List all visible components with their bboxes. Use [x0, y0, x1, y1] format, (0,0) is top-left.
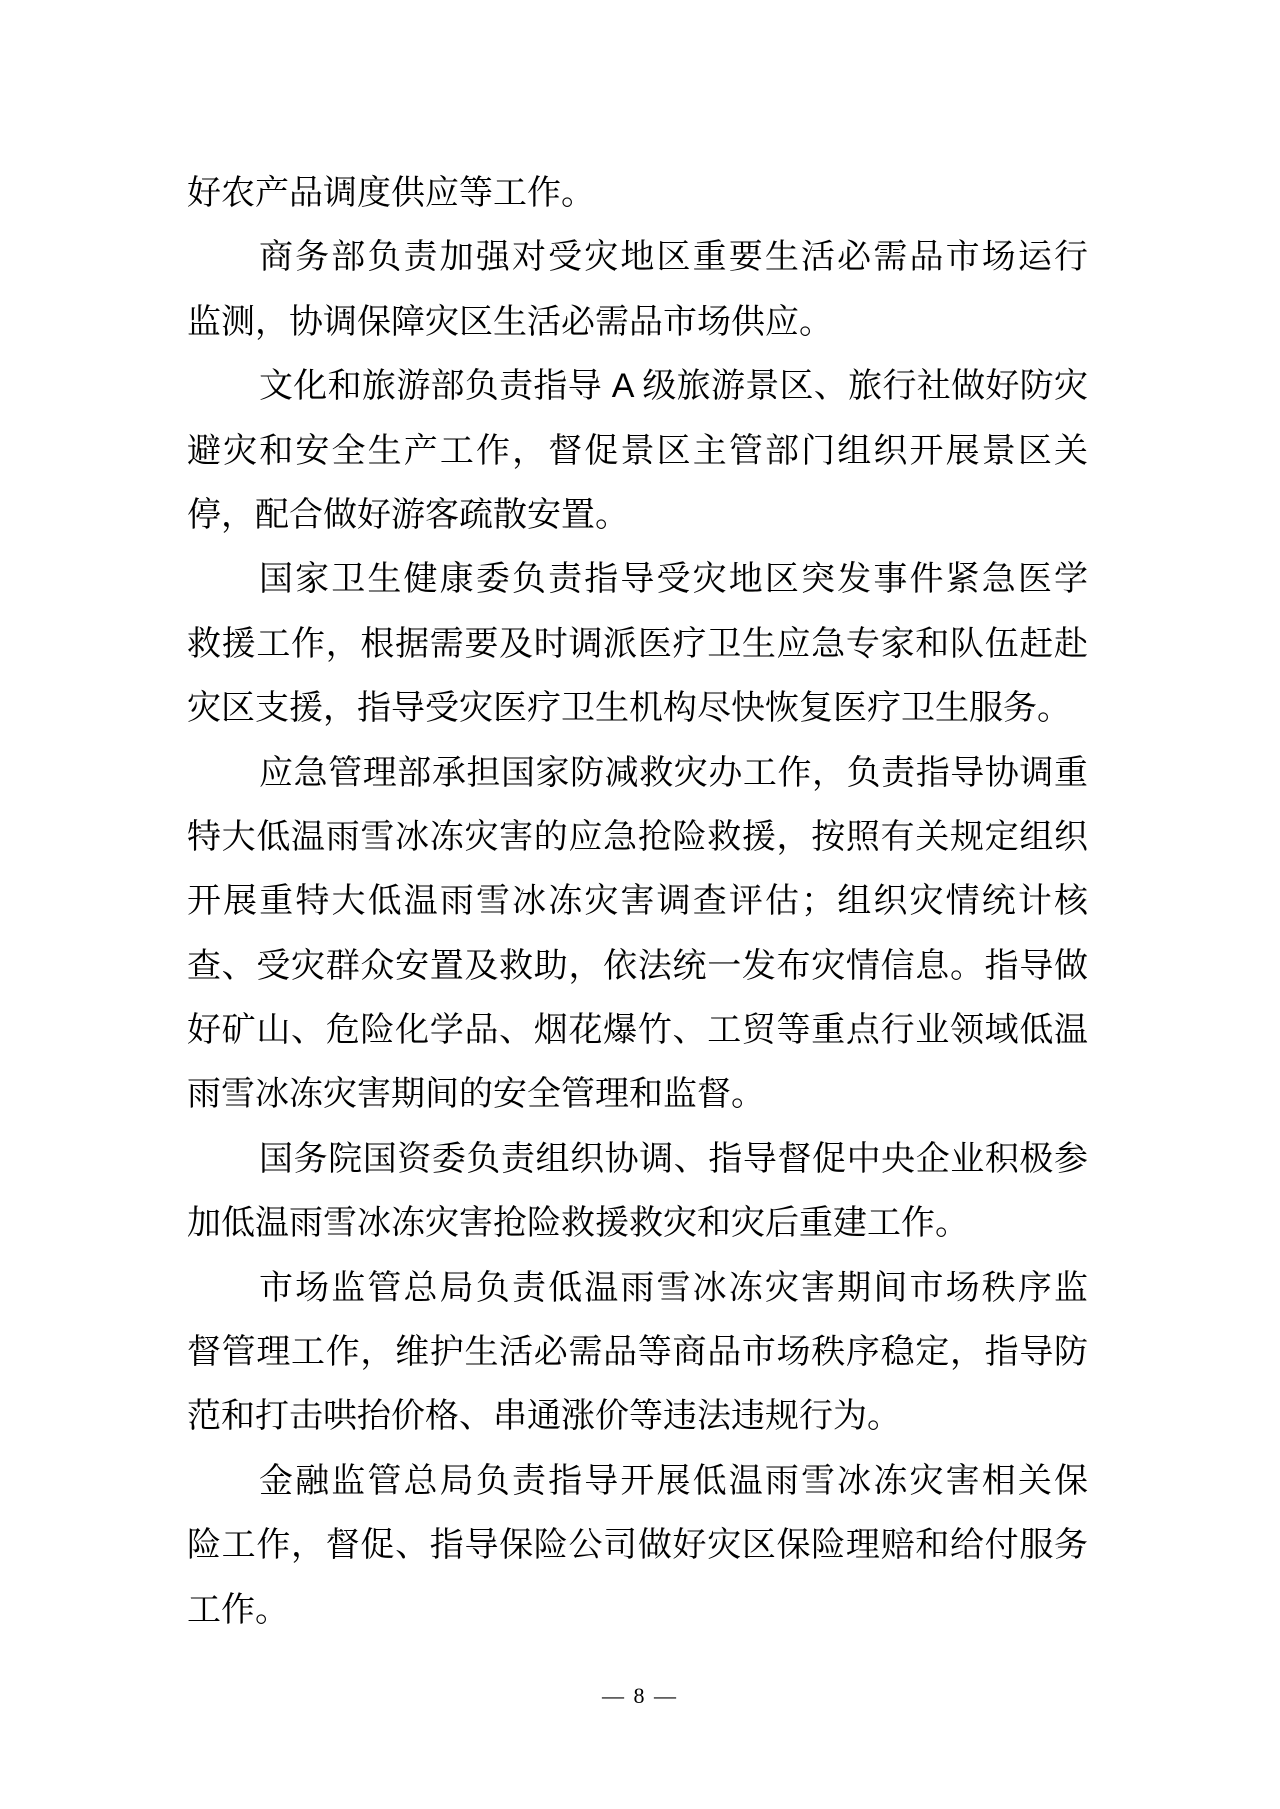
text-line: 雨雪冰冻灾害期间的安全管理和监督。 [187, 1075, 765, 1114]
text-line: 救援工作，根据需要及时调派医疗卫生应急专家和队伍赶赴 [187, 624, 1088, 663]
page-number: — 8 — [602, 1683, 678, 1708]
text-line: 开展重特大低温雨雪冰冻灾害调查评估；组织灾情统计核 [187, 882, 1088, 921]
text-line: 应急管理部承担国家防减救灾办工作，负责指导协调重 [259, 753, 1088, 792]
text-line: 好矿山、危险化学品、烟花爆竹、工贸等重点行业领域低温 [187, 1011, 1088, 1050]
text-line: 险工作，督促、指导保险公司做好灾区保险理赔和给付服务 [187, 1526, 1088, 1565]
text-line: 特大低温雨雪冰冻灾害的应急抢险救援，按照有关规定组织 [187, 817, 1088, 856]
text-line: 好农产品调度供应等工作。 [187, 174, 595, 212]
text-line: 国务院国资委负责组织协调、指导督促中央企业积极参 [259, 1139, 1088, 1178]
text-line: 商务部负责加强对受灾地区重要生活必需品市场运行 [259, 238, 1088, 277]
text-line: 查、受灾群众安置及救助，依法统一发布灾情信息。指导做 [187, 946, 1088, 985]
text-line: 灾区支援，指导受灾医疗卫生机构尽快恢复医疗卫生服务。 [187, 689, 1071, 728]
text-line: 加低温雨雪冰冻灾害抢险救援救灾和灾后重建工作。 [187, 1204, 969, 1243]
text-line: 文化和旅游部负责指导 A 级旅游景区、旅行社做好防灾 [259, 367, 1088, 406]
text-line: 国家卫生健康委负责指导受灾地区突发事件紧急医学 [259, 560, 1088, 599]
text-line: 范和打击哄抬价格、串通涨价等违法违规行为。 [187, 1397, 901, 1436]
document-body-text [187, 161, 1088, 1642]
text-line: 市场监管总局负责低温雨雪冰冻灾害期间市场秩序监 [259, 1268, 1088, 1307]
text-line: 金融监管总局负责指导开展低温雨雪冰冻灾害相关保 [259, 1461, 1088, 1500]
text-line: 避灾和安全生产工作，督促景区主管部门组织开展景区关 [187, 431, 1088, 470]
text-line: 督管理工作，维护生活必需品等商品市场秩序稳定，指导防 [187, 1333, 1088, 1372]
text-line: 工作。 [187, 1590, 289, 1629]
text-line: 监测，协调保障灾区生活必需品市场供应。 [187, 302, 833, 341]
text-line: 停，配合做好游客疏散安置。 [187, 495, 629, 534]
